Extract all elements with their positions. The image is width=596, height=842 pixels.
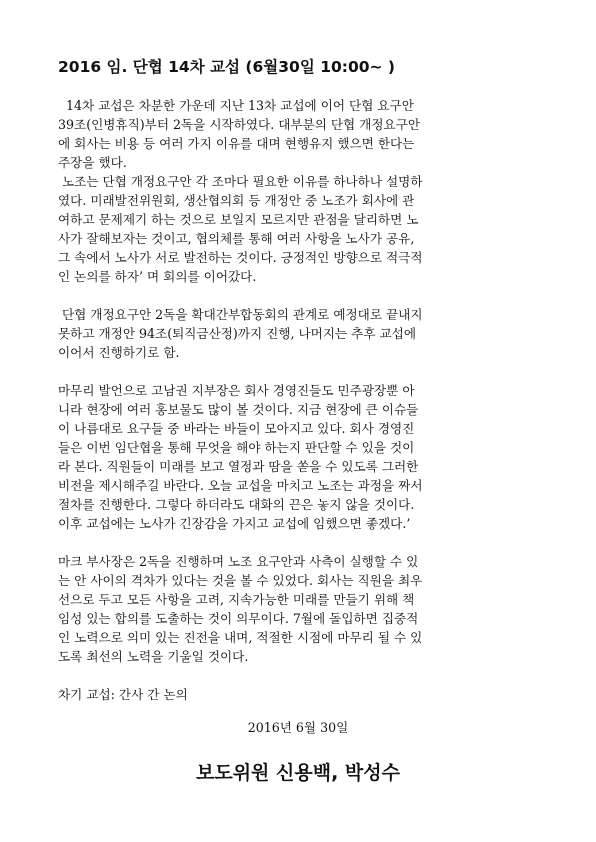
paragraph-line: 차기 교섭: 간사 간 논의 [58, 687, 188, 702]
paragraph-line: 이어서 진행하기로 함. [58, 345, 180, 360]
body-paragraph [58, 305, 544, 362]
paragraph-line: 못하고 개정안 94조(퇴직금산정)까지 진행, 나머지는 추후 교섭에 [58, 326, 417, 341]
paragraph-line: 단협 개정요구안 2독을 확대간부합동회의 관계로 예정대로 끝내지 [58, 307, 423, 322]
paragraph-line: 비전을 제시해주길 바란다. 오늘 교섭을 마치고 노조는 과정을 짜서 [58, 478, 423, 493]
paragraph-line: 임성 있는 합의를 도출하는 것이 의무이다. 7월에 돌입하면 집중적 [58, 611, 419, 626]
paragraph-spacer [58, 286, 544, 305]
paragraph-line: 도록 최선의 노력을 기울일 것이다. [58, 649, 249, 664]
paragraph-line: 노조는 단협 개정요구안 각 조마다 필요한 이유를 하나하나 설명하 [58, 174, 423, 189]
paragraph-line: 주장을 했다. [58, 155, 127, 170]
paragraph-line: 였다. 미래발전위원회, 생산협의회 등 개정안 중 노조가 회사에 관 [58, 193, 415, 208]
body-paragraph [58, 96, 544, 172]
paragraph-line: 니라 현장에 여러 홍보물도 많이 볼 것이다. 지금 현장에 큰 이슈들 [58, 402, 419, 417]
reporter-names: 보도위원 신용백, 박성수 [196, 762, 400, 784]
paragraph-line: 이 나름대로 요구들 중 바라는 바들이 모아지고 있다. 회사 경영진 [58, 421, 415, 436]
document-title: 2016 임. 단협 14차 교섭 (6월30일 10:00~ ) [58, 58, 396, 76]
body-paragraph [58, 381, 544, 533]
paragraph-spacer [58, 533, 544, 552]
body-paragraph [58, 685, 544, 704]
document-body [58, 96, 544, 704]
paragraph-line: 들은 이번 임단협을 통해 무엇을 해야 하는지 판단할 수 있을 것이 [58, 440, 415, 455]
paragraph-line: 여하고 문제제기 하는 것으로 보일지 모르지만 관점을 달리하면 노 [58, 212, 419, 227]
paragraph-list [58, 96, 544, 704]
report-date: 2016년 6월 30일 [247, 720, 349, 735]
paragraph-line: 사가 잘해보자는 것이고, 협의체를 통해 여러 사항을 노사가 공유, [58, 231, 415, 246]
paragraph-line: 39조(인병휴직)부터 2독을 시작하였다. 대부분의 단협 개정요구안 [58, 117, 421, 132]
paragraph-line: 마크 부사장은 2독을 진행하며 노조 요구안과 사측이 실행할 수 있 [58, 554, 419, 569]
paragraph-line: 선으로 두고 모든 사항을 고려, 지속가능한 미래를 만들기 위해 책 [58, 592, 415, 607]
body-paragraph [58, 552, 544, 666]
paragraph-line: 14차 교섭은 차분한 가운데 지난 13차 교섭에 이어 단협 요구안 [58, 98, 414, 113]
paragraph-line: 그 속에서 노사가 서로 발전하는 것이다. 긍정적인 방향으로 적극적 [58, 250, 423, 265]
paragraph-line: 마무리 발언으로 고남권 지부장은 회사 경영진들도 민주광장뿐 아 [58, 383, 415, 398]
paragraph-line: 는 안 사이의 격차가 있다는 것을 볼 수 있었다. 회사는 직원을 최우 [58, 573, 423, 588]
paragraph-line: 라 본다. 직원들이 미래를 보고 열정과 땀을 쏟을 수 있도록 그러한 [58, 459, 419, 474]
paragraph-spacer [58, 362, 544, 381]
paragraph-line: 절차를 진행한다. 그렇다 하더라도 대화의 끈은 놓지 않을 것이다. [58, 497, 415, 512]
body-paragraph [58, 172, 544, 286]
paragraph-line: 인 논의를 하자’ 며 회의를 이어갔다. [58, 269, 257, 284]
paragraph-line: 인 노력으로 의미 있는 진전을 내며, 적절한 시점에 마무리 될 수 있 [58, 630, 423, 645]
paragraph-line: 이후 교섭에는 노사가 긴장감을 가지고 교섭에 임했으면 좋겠다.’ [58, 516, 411, 531]
paragraph-line: 에 회사는 비용 등 여러 가지 이유를 대며 현행유지 했으면 한다는 [58, 136, 415, 151]
paragraph-spacer [58, 666, 544, 685]
